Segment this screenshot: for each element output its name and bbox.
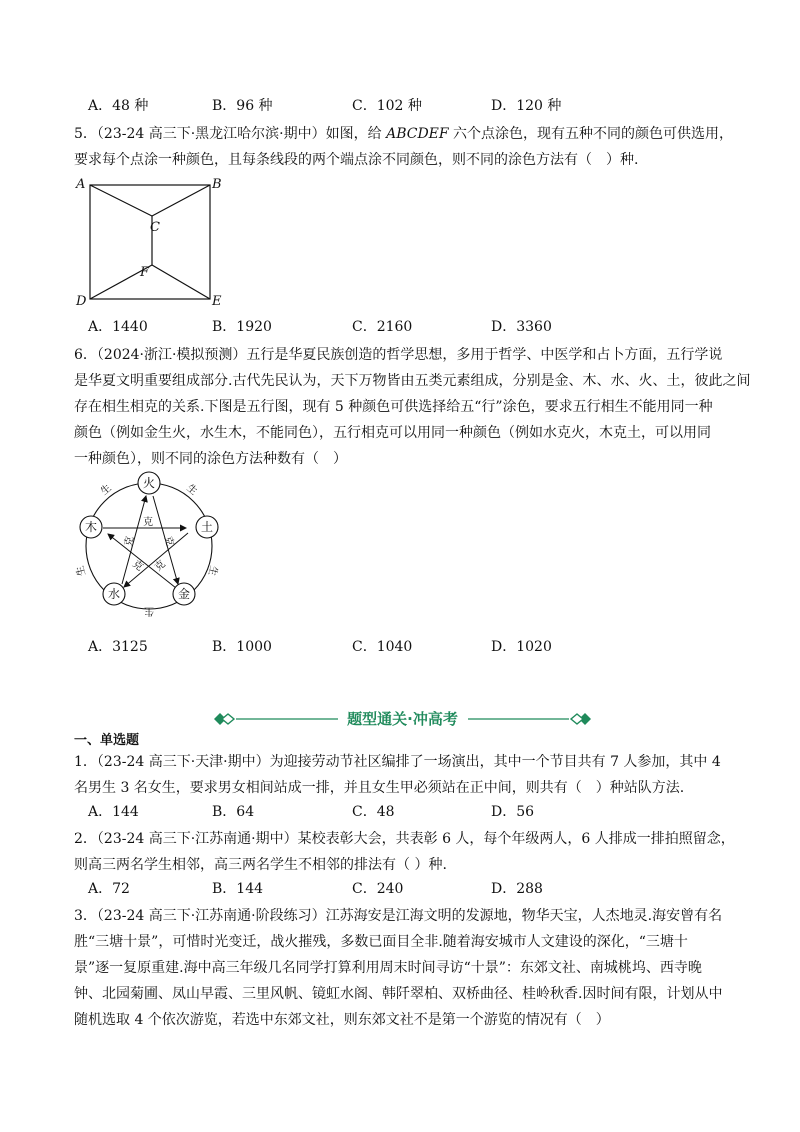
q6-node-earth-label: 土 <box>200 520 214 534</box>
q6-option-d: D．1020 <box>491 639 552 655</box>
q6-stem-line-1: 6．（2024·浙江·模拟预测）五行是华夏民族创造的哲学思想，多用于哲学、中医学和占卜方面，五行学说 <box>74 347 723 363</box>
q5-label-b: B <box>212 177 222 192</box>
q6-ke-label-3: 克 <box>161 535 176 548</box>
q6-option-c: C．1040 <box>352 639 413 655</box>
p1-option-c: C．48 <box>352 804 395 820</box>
q5-segment-bc <box>152 185 210 216</box>
q6-five-elements-figure <box>60 470 240 620</box>
p2-option-c: C．240 <box>352 881 404 897</box>
q5-label-d: D <box>76 294 87 309</box>
section-title: 题型通关·冲高考 <box>347 710 458 728</box>
p2-option-d: D．288 <box>491 881 543 897</box>
q4-option-d: D．120 种 <box>491 98 562 114</box>
q6-ke-label-5: 克 <box>153 558 168 574</box>
q6-node-metal-label: 金 <box>177 587 191 601</box>
q6-stem-line-3: 存在相生相克的关系.下图是五行图，现有 5 种颜色可供选择给五“行”涂色，要求五行相生不能用同一种 <box>74 399 713 415</box>
q5-label-c: C <box>150 220 160 235</box>
q6-node-fire-label: 火 <box>142 476 156 490</box>
p3-stem-line-5: 随机选取 4 个依次游览，若选中东郊文社，则东郊文社不是第一个游览的情况有（ ） <box>74 1012 610 1028</box>
q5-option-b: B．1920 <box>212 319 272 335</box>
q5-segment-ac <box>90 185 152 216</box>
p1-option-b: B．64 <box>212 804 255 820</box>
q6-ke-label-1: 克 <box>143 517 153 528</box>
q6-sheng-label-5: 生 <box>74 564 89 577</box>
q6-ke-label-2: 克 <box>122 535 137 548</box>
q6-node-wood-label: 木 <box>84 520 98 534</box>
q5-option-c: C．2160 <box>352 319 413 335</box>
p2-options <box>88 880 688 898</box>
q6-options <box>88 638 688 656</box>
q5-stem-suffix: 六个点涂色，现有五种不同的颜色可供选用， <box>448 126 734 142</box>
q5-math-points: ABCDEF <box>386 126 449 142</box>
p1-stem-line-2: 名男生 3 名女生，要求男女相间站成一排，并且女生甲必须站在正中间，则共有（ ）种站队方法. <box>74 780 685 796</box>
p2-stem-line-2: 则高三两名学生相邻，高三两名学生不相邻的排法有（ ）种. <box>74 857 447 873</box>
p1-option-a: A．144 <box>88 804 139 820</box>
q5-figure <box>70 175 230 310</box>
q5-option-d: D．3360 <box>491 319 552 335</box>
q4-option-a: A．48 种 <box>88 98 149 114</box>
banner-left-diamond-outline-icon <box>222 714 234 724</box>
subsection-heading: 一、单选题 <box>74 733 140 748</box>
q6-stem-line-5: 一种颜色），则不同的涂色方法种数有（ ） <box>74 451 347 467</box>
q6-sheng-label-2: 生 <box>184 482 199 498</box>
q4-options <box>88 97 688 115</box>
q6-ke-label-4: 克 <box>130 558 145 574</box>
q6-option-a: A．3125 <box>88 639 148 655</box>
q4-option-b: B．96 种 <box>212 98 273 114</box>
q5-label-f: F <box>140 265 150 280</box>
p2-option-a: A．72 <box>88 881 130 897</box>
q6-stem-line-2: 是华夏文明重要组成部分.古代先民认为，天下万物皆由五类元素组成，分别是金、木、水、火、土，彼此之间 <box>74 373 751 389</box>
p1-option-d: D．56 <box>491 804 535 820</box>
q5-option-a: A．1440 <box>88 319 148 335</box>
q6-sheng-label-4: 生 <box>144 605 154 616</box>
q5-segment-ef <box>152 265 210 299</box>
p3-stem-line-2: 胜“三塘十景”，可惜时光变迁，战火摧残，多数已面目全非.随着海安城市人文建设的深化，“三塘十 <box>74 934 688 950</box>
p3-stem-line-3: 景”逐一复原重建.海中高三年级几名同学打算利用周末时间寻访“十景”：东郊文社、南城桃坞、西寺晚 <box>74 960 702 976</box>
q6-sheng-label-3: 生 <box>205 564 220 577</box>
q5-stem-line-2: 要求每个点涂一种颜色，且每条线段的两个端点涂不同颜色，则不同的涂色方法有（ ）种. <box>74 152 639 168</box>
q6-stem-line-4: 颜色（例如金生火，水生木，不能同色），五行相克可以用同一种颜色（例如水克火，木克土，可以用同 <box>74 425 711 441</box>
q5-stem-line-1 <box>74 125 733 143</box>
p3-stem-line-1: 3．（23-24 高三下·江苏南通·阶段练习）江苏海安是江海文明的发源地，物华天宝，人杰地灵.海安曾有名 <box>74 908 723 924</box>
q6-node-water-label: 水 <box>107 587 121 601</box>
q5-label-e: E <box>212 294 222 309</box>
q5-options <box>88 318 688 336</box>
q5-label-a: A <box>76 177 86 192</box>
p2-stem-line-1: 2．（23-24 高三下·江苏南通·期中）某校表彰大会，共表彰 6 人，每个年级两人，6 人排成一排拍照留念， <box>74 831 735 847</box>
banner-right-diamond-outline-icon <box>571 714 583 724</box>
p1-stem-line-1: 1．（23-24 高三下·天津·期中）为迎接劳动节社区编排了一场演出，其中一个节目共有 7 人参加，其中 4 <box>74 754 721 770</box>
q5-square <box>90 185 210 299</box>
q6-sheng-label-1: 生 <box>99 482 114 498</box>
p2-option-b: B．144 <box>212 881 264 897</box>
q6-option-b: B．1000 <box>212 639 272 655</box>
q5-stem-prefix: 5．（23-24 高三下·黑龙江哈尔滨·期中）如图，给 <box>74 126 387 142</box>
p1-options <box>88 803 688 821</box>
q4-option-c: C．102 种 <box>352 98 422 114</box>
section-banner <box>210 708 595 730</box>
p3-stem-line-4: 钟、北园菊圃、凤山早霞、三里风帆、镜虹水阁、韩阡翠柏、双桥曲径、桂岭秋香.因时间有限，计划从中 <box>74 986 723 1002</box>
